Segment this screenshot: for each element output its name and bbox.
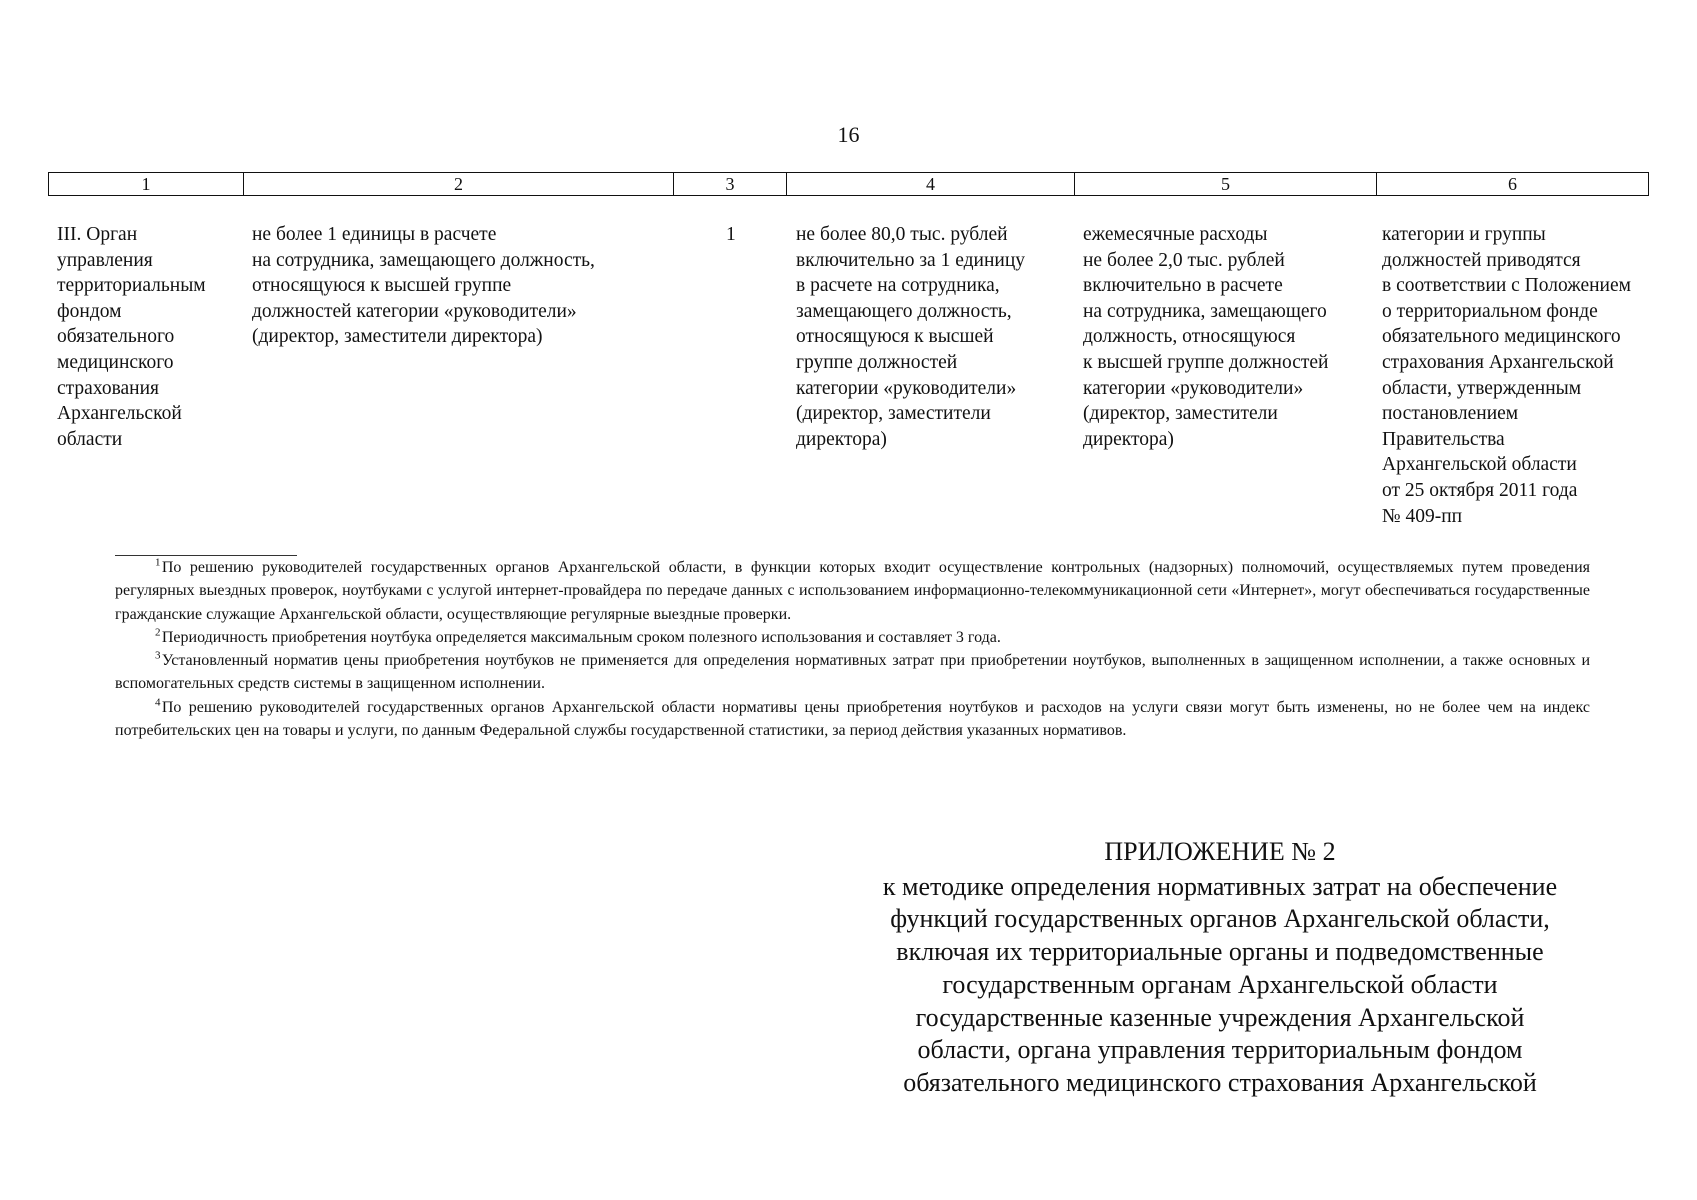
text-line: директора) <box>796 428 887 450</box>
footnote-mark: 2 <box>155 626 161 639</box>
appendix-line: к методике определения нормативных затрат на обеспечение <box>882 871 1558 901</box>
text-line: должность, относящуюся <box>1083 326 1296 348</box>
text-line: постановлением <box>1382 403 1519 425</box>
text-line: относящуюся к высшей <box>796 326 994 348</box>
text-line: Архангельской области <box>1382 454 1577 476</box>
column-number-5: 5 <box>1075 173 1377 196</box>
column-number-4: 4 <box>787 173 1075 196</box>
text-line: категории «руководители» <box>796 377 1017 399</box>
text-line: включительно в расчете <box>1083 275 1283 297</box>
footnote-text: По решению руководителей государственных органов Архангельской области, в функции которых входит осуществление контрольных (надзорных) полномочий, осуществляемых путем проведения регулярных выездных проверок, ноутбуками с услугой интернет-провайдера по передаче данных с использованием информационно-телекоммуникационной сети «Интернет», могут обеспечиваться государственные гражданские служащие Архангельской области, осуществляющие регулярные выездные проверки. <box>115 559 1590 623</box>
table-header-row <box>48 172 1649 196</box>
cell-monthly-expenses <box>1083 222 1373 452</box>
text-line: группе должностей <box>796 351 958 373</box>
appendix-heading <box>840 836 1600 1100</box>
footnote-text: Периодичность приобретения ноутбука определяется максимальным сроком полезного использования и составляет 3 года. <box>161 628 1001 646</box>
text-line: Архангельской <box>57 403 182 425</box>
text-line: в соответствии с Положением <box>1382 275 1631 297</box>
text-line: (директор, заместители <box>796 403 991 425</box>
column-number-6: 6 <box>1377 173 1649 196</box>
text-line: включительно за 1 единицу <box>796 249 1026 271</box>
text-line: области, утвержденным <box>1382 377 1582 399</box>
page-number: 16 <box>837 122 860 147</box>
text-line: относящуюся к высшей группе <box>252 275 512 297</box>
cell-positions-note <box>1382 222 1662 529</box>
text-line: замещающего должность, <box>796 300 1012 322</box>
text-line: категории и группы <box>1382 224 1546 245</box>
footnote-4 <box>115 696 1590 743</box>
text-line: не более 80,0 тыс. рублей <box>796 224 1008 245</box>
cell-service-life <box>726 222 746 248</box>
footnote-3 <box>115 649 1590 696</box>
column-number-3: 3 <box>674 173 787 196</box>
text-line: страхования Архангельской <box>1382 351 1614 373</box>
text-line: к высшей группе должностей <box>1083 351 1329 373</box>
text-line: о территориальном фонде <box>1382 300 1598 322</box>
text-line: области <box>57 428 123 450</box>
text-line: от 25 октября 2011 года <box>1382 479 1578 501</box>
footnote-text: Установленный норматив цены приобретения ноутбуков не применяется для определения нормативных затрат при приобретении ноутбуков, выполненных в защищенном исполнении, а также основных и вспомогательных средств системы в защищенном исполнении. <box>115 652 1590 693</box>
text-line: категории «руководители» <box>1083 377 1304 399</box>
footnote-1 <box>115 556 1590 626</box>
appendix-line: области, органа управления территориальным фондом <box>917 1035 1523 1065</box>
appendix-line: функций государственных органов Архангельской области, <box>890 904 1550 934</box>
appendix-title: ПРИЛОЖЕНИЕ № 2 <box>1104 837 1336 866</box>
footnote-2 <box>115 626 1590 649</box>
footnote-mark: 4 <box>155 696 161 709</box>
text-line: (директор, заместители <box>1083 403 1278 425</box>
footnotes <box>115 556 1590 742</box>
cell-quantity-norm <box>252 222 672 350</box>
text-line: управления <box>57 249 153 271</box>
footnote-mark: 1 <box>155 556 161 569</box>
text-line: медицинского <box>57 351 174 373</box>
column-number-2: 2 <box>244 173 674 196</box>
column-number-1: 1 <box>49 173 244 196</box>
text-line: обязательного медицинского <box>1382 326 1621 348</box>
appendix-line: государственным органам Архангельской области <box>942 969 1498 999</box>
text-line: страхования <box>57 377 160 399</box>
appendix-line: обязательного медицинского страхования Архангельской <box>903 1067 1537 1097</box>
text-line: должностей приводятся <box>1382 249 1581 271</box>
text-line: не более 1 единицы в расчете <box>252 224 497 245</box>
appendix-line: включая их территориальные органы и подведомственные <box>896 937 1544 967</box>
text-line: должностей категории «руководители» <box>252 300 577 322</box>
text-line: территориальным <box>57 275 206 297</box>
text-line: директора) <box>1083 428 1174 450</box>
text-line: фондом <box>57 300 122 322</box>
text-line: не более 2,0 тыс. рублей <box>1083 249 1285 271</box>
text-line: ежемесячные расходы <box>1083 224 1268 245</box>
footnote-text: По решению руководителей государственных органов Архангельской области нормативы цены приобретения ноутбуков и расходов на услуги связи могут быть изменены, но не более чем на индекс потребительских цен на товары и услуги, по данным Федеральной службы государственной статистики, за период действия указанных нормативов. <box>115 698 1590 740</box>
text-line: III. Орган <box>57 224 138 245</box>
text-line: № 409-пп <box>1382 505 1463 527</box>
text-line: (директор, заместители директора) <box>252 326 543 348</box>
cell-organ-name <box>57 222 242 452</box>
text-line: 1 <box>726 224 736 245</box>
cell-price-norm <box>796 222 1076 452</box>
text-line: на сотрудника, замещающего должность, <box>252 249 595 271</box>
text-line: на сотрудника, замещающего <box>1083 300 1327 322</box>
footnote-mark: 3 <box>155 649 161 662</box>
text-line: обязательного <box>57 326 175 348</box>
text-line: в расчете на сотрудника, <box>796 275 1000 297</box>
appendix-line: государственные казенные учреждения Архангельской <box>915 1002 1525 1032</box>
text-line: Правительства <box>1382 428 1505 450</box>
